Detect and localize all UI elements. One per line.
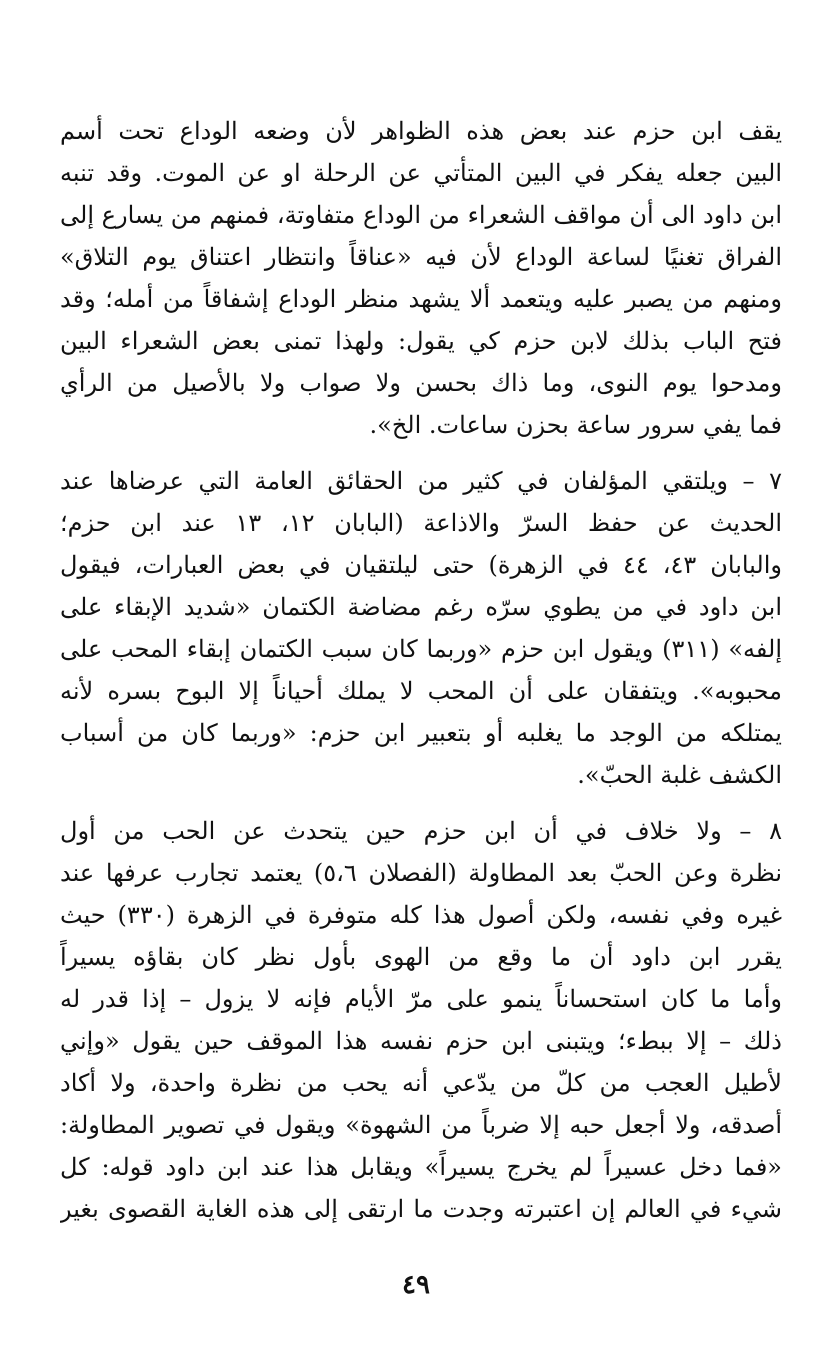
text-line: ابن داود الى أن مواقف الشعراء من الوداع متفاوتة، فمنهم من يسارع إلى (60, 201, 782, 229)
paragraph-3 (60, 810, 782, 1230)
text-line: غيره وفي نفسه، ولكن أصول هذا كله متوفرة في الزهرة (٣٣٠) حيث (60, 901, 782, 929)
book-page-text (60, 110, 782, 1300)
text-line: يقرر ابن داود أن ما وقع من الهوى بأول نظر كان بقاؤه يسيراً (60, 943, 782, 971)
text-line: ٨ – ولا خلاف في أن ابن حزم حين يتحدث عن الحب من أول (60, 817, 782, 845)
text-line: ذلك – إلا ببطء؛ ويتبنى ابن حزم نفسه هذا الموقف حين يقول «وإني (60, 1027, 782, 1055)
paragraph-spacer (60, 446, 782, 460)
text-line: الفراق تغنيًا لساعة الوداع لأن فيه «عناقاً وانتظار اعتناق يوم التلاق» (60, 243, 782, 271)
text-line: الكشف غلبة الحبّ». (577, 761, 782, 789)
text-line: ابن داود في من يطوي سرّه رغم مضاضة الكتمان «شديد الإبقاء على (60, 593, 782, 621)
text-line: فتح الباب بذلك لابن حزم كي يقول: ولهذا تمنى بعض الشعراء البين (60, 327, 782, 355)
text-line: لأطيل العجب من كلّ من يدّعي أنه يحب من نظرة واحدة، ولا أكاد (60, 1069, 782, 1097)
page-number: ٤٩ (402, 1270, 430, 1300)
text-line: الحديث عن حفظ السرّ والاذاعة (البابان ١٢، ١٣ عند ابن حزم؛ (60, 509, 782, 537)
text-line: البين جعله يفكر في البين المتأتي عن الرحلة او عن الموت. وقد تنبه (60, 159, 782, 187)
text-line: نظرة وعن الحبّ بعد المطاولة (الفصلان ٥،٦) يعتمد تجارب عرفها عند (60, 859, 782, 887)
paragraph-1 (60, 110, 782, 446)
text-line: فما يفي سرور ساعة بحزن ساعات. الخ». (369, 411, 782, 439)
text-line: ومدحوا يوم النوى، وما ذاك بحسن ولا صواب ولا بالأصيل من الرأي (60, 369, 782, 397)
paragraph-spacer (60, 796, 782, 810)
text-line: وأما ما كان استحساناً ينمو على مرّ الأيام فإنه لا يزول – إذا قدر له (60, 985, 782, 1013)
text-line: يقف ابن حزم عند بعض هذه الظواهر لأن وضعه الوداع تحت أسم (60, 117, 782, 145)
text-line: ومنهم من يصبر عليه ويتعمد ألا يشهد منظر الوداع إشفاقاً من أمله؛ وقد (60, 285, 782, 313)
paragraph-2 (60, 460, 782, 796)
text-line: إلفه» (٣١١) ويقول ابن حزم «وربما كان سبب الكتمان إبقاء المحب على (60, 635, 782, 663)
text-line: «فما دخل عسيراً لم يخرج يسيراً» ويقابل هذا عند ابن داود قوله: كل (60, 1153, 782, 1181)
text-line: محبوبه». ويتفقان على أن المحب لا يملك أحياناً إلا البوح بسره لأنه (60, 677, 782, 705)
text-line: أصدقه، ولا أجعل حبه إلا ضرباً من الشهوة» ويقول في تصوير المطاولة: (60, 1111, 782, 1139)
text-line: والبابان ٤٣، ٤٤ في الزهرة) حتى ليلتقيان في بعض العبارات، فيقول (60, 551, 782, 579)
text-line: شيء في العالم إن اعتبرته وجدت ما ارتقى إلى هذه الغاية القصوى بغير (60, 1195, 782, 1223)
text-line: يمتلكه من الوجد ما يغلبه أو بتعبير ابن حزم: «وربما كان من أسباب (60, 719, 782, 747)
text-line: ٧ – ويلتقي المؤلفان في كثير من الحقائق العامة التي عرضاها عند (60, 467, 782, 495)
